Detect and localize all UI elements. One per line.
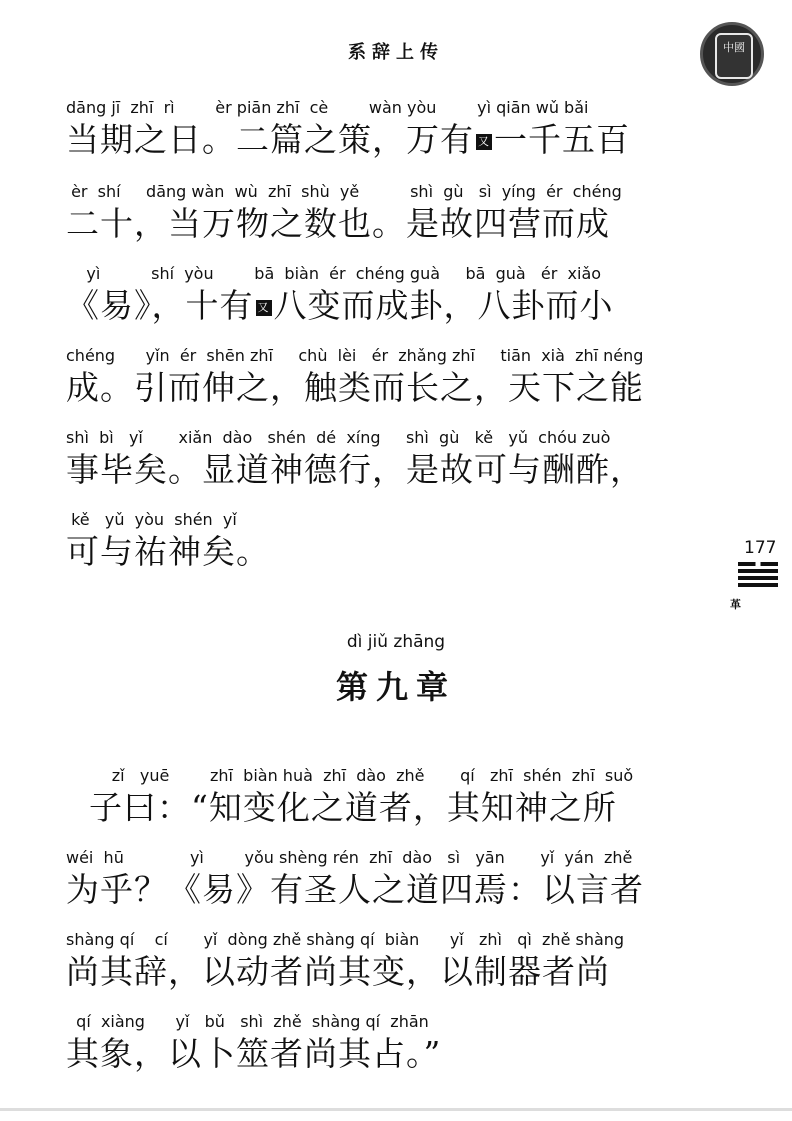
text-line xyxy=(66,346,716,410)
pinyin-line: shàng qí cí yǐ dòng zhě shàng qí biàn yǐ zhì qì zhě shàng xyxy=(66,930,625,949)
hexagram-label: 革 xyxy=(730,598,741,611)
pinyin-line: wéi hū yì yǒu shèng rén zhī dào sì yān yǐ yán zhě xyxy=(66,848,633,867)
chapter-pinyin: dì jiǔ zhāng xyxy=(346,632,446,652)
seal-text: 中國 xyxy=(723,41,745,54)
page-header: 系辞上传 xyxy=(348,42,444,63)
pinyin-line: dāng jī zhī rì èr piān zhī cè wàn yòu yì qiān wǔ bǎi xyxy=(66,98,589,117)
hanzi-line: 其象，以卜筮者尚其占。” xyxy=(66,1034,442,1073)
text-line xyxy=(66,98,716,162)
bottom-rule xyxy=(0,1108,792,1111)
hanzi-line: 《易》，十有 又 八变而成卦，八卦而小 xyxy=(66,286,614,325)
seal-logo xyxy=(700,22,764,86)
text-line xyxy=(66,1012,716,1076)
pinyin-line: zǐ yuē zhī biàn huà zhī dào zhě qí zhī shén zhī suǒ xyxy=(66,766,634,785)
text-line xyxy=(66,766,716,830)
pinyin-line: qí xiàng yǐ bǔ shì zhě shàng qí zhān xyxy=(66,1012,429,1031)
hanzi-line: 事毕矣。显道神德行，是故可与酬酢， xyxy=(66,450,644,489)
text-line xyxy=(66,930,716,994)
text-line xyxy=(66,848,716,912)
hanzi-line: 为乎？《易》有圣人之道四焉：以言者 xyxy=(66,870,644,909)
pinyin-line: èr shí dāng wàn wù zhī shù yě shì gù sì yíng ér chéng xyxy=(66,182,622,201)
hanzi-line: 当期之日。二篇之策，万有 又 一千五百 xyxy=(66,120,630,159)
pinyin-line: yì shí yòu bā biàn ér chéng guà bā guà ér xiǎo xyxy=(66,264,602,283)
text-line xyxy=(66,182,716,246)
hanzi-line: 成。引而伸之，触类而长之，天下之能 xyxy=(66,368,644,407)
text-line xyxy=(66,264,716,328)
hanzi-line: 子曰：“知变化之道者，其知神之所 xyxy=(66,788,617,827)
page-number: 177 xyxy=(744,538,777,558)
hexagram-icon xyxy=(738,562,778,590)
hanzi-line: 尚其辞，以动者尚其变，以制器者尚 xyxy=(66,952,610,991)
pinyin-line: kě yǔ yòu shén yǐ xyxy=(66,510,237,529)
text-line xyxy=(66,510,716,574)
pinyin-line: chéng yǐn ér shēn zhī chù lèi ér zhǎng zhī tiān xià zhī néng xyxy=(66,346,644,365)
hanzi-line: 二十，当万物之数也。是故四营而成 xyxy=(66,204,610,243)
chapter-title: 第九章 xyxy=(335,668,456,706)
hanzi-line: 可与祐神矣。 xyxy=(66,532,270,571)
variant-note-badge: 又 xyxy=(478,135,490,148)
variant-note-badge: 又 xyxy=(257,301,270,314)
text-line xyxy=(66,428,716,492)
pinyin-line: shì bì yǐ xiǎn dào shén dé xíng shì gù kě yǔ chóu zuò xyxy=(66,428,611,447)
